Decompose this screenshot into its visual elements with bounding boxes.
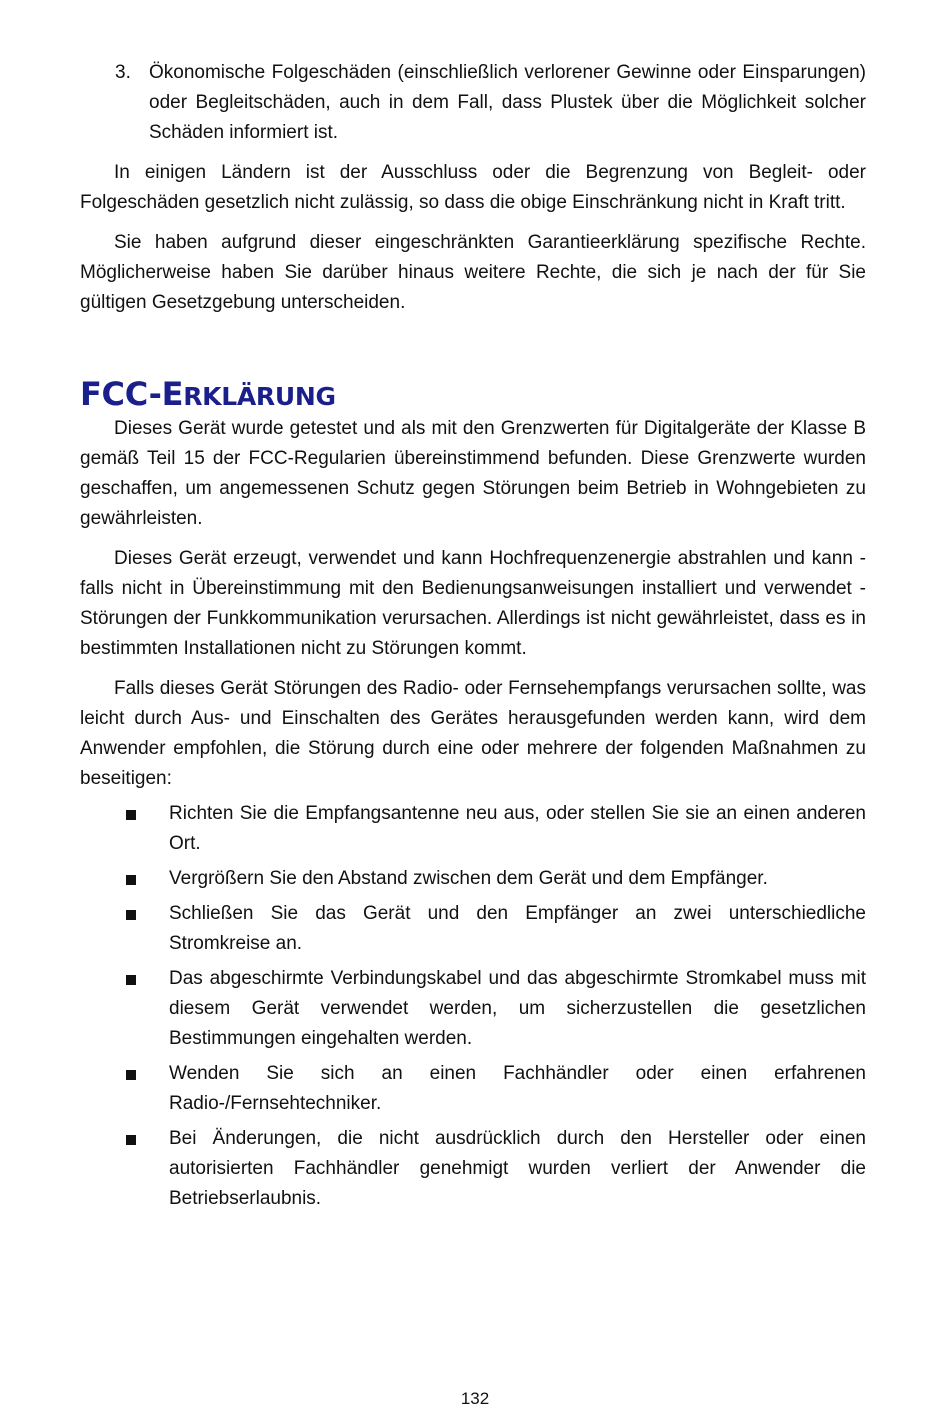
paragraph-exclusion: In einigen Ländern ist der Ausschluss oder die Begrenzung von Begleit- oder Folgeschäden gesetzlich nicht zulässig, so dass die obige Einschränkung nicht in Kraft tritt.	[80, 162, 866, 213]
measures-list	[80, 799, 866, 1214]
paragraph-fcc-tested: Dieses Gerät wurde getestet und als mit den Grenzwerten für Digitalgeräte der Klasse B gemäß Teil 15 der FCC-Regularien übereinstimmend befunden. Diese Grenzwerte wurden geschaffen, um angemessenen Schutz gegen Störungen beim Betrieb in Wohngebieten zu gewährleisten.	[80, 418, 866, 529]
numbered-list-item	[80, 58, 866, 148]
list-item-text: Ökonomische Folgeschäden (einschließlich verlorener Gewinne oder Einsparungen) oder Begleitschäden, auch in dem Fall, dass Plustek über die Möglichkeit solcher Schäden informiert ist.	[149, 62, 866, 143]
heading-part-caps: FCC-E	[80, 375, 184, 413]
square-bullet-icon	[126, 975, 136, 985]
list-item	[80, 964, 866, 1054]
paragraph-fcc-emission: Dieses Gerät erzeugt, verwendet und kann Hochfrequenzenergie abstrahlen und kann - falls nicht in Übereinstimmung mit den Bedienungsanweisungen installiert und verwendet - Störungen der Funkkommunikation verursachen. Allerdings ist nicht gewährleistet, dass es in bestimmten Installationen nicht zu Störungen kommt.	[80, 548, 866, 659]
paragraph-rights: Sie haben aufgrund dieser eingeschränkten Garantieerklärung spezifische Rechte. Möglicherweise haben Sie darüber hinaus weitere Rechte, die sich je nach der für Sie gültigen Gesetzgebung unterscheiden.	[80, 232, 866, 313]
list-item	[80, 1124, 866, 1214]
bullet-text: Wenden Sie sich an einen Fachhändler oder einen erfahrenen Radio-/Fernsehtechniker.	[169, 1063, 866, 1114]
bullet-text: Das abgeschirmte Verbindungskabel und das abgeschirmte Stromkabel muss mit diesem Gerät verwendet werden, um sicherzustellen die gesetzlichen Bestimmungen eingehalten werden.	[169, 968, 866, 1049]
bullet-text: Schließen Sie das Gerät und den Empfänger an zwei unterschiedliche Stromkreise an.	[169, 903, 866, 954]
square-bullet-icon	[126, 910, 136, 920]
list-number: 3.	[115, 62, 131, 83]
list-item	[80, 1059, 866, 1119]
bullet-text: Richten Sie die Empfangsantenne neu aus, oder stellen Sie sie an einen anderen Ort.	[169, 803, 866, 854]
list-item	[80, 899, 866, 959]
square-bullet-icon	[126, 1135, 136, 1145]
page-number: 132	[460, 1389, 490, 1408]
paragraph-fcc-measures: Falls dieses Gerät Störungen des Radio- oder Fernsehempfangs verursachen sollte, was leicht durch Aus- und Einschalten des Gerätes herausgefunden werden kann, wird dem Anwender empfohlen, die Störung durch eine oder mehrere der folgenden Maßnahmen zu beseitigen:	[80, 678, 866, 789]
section-heading-fcc	[80, 374, 866, 414]
heading-part-smallcaps: RKLÄRUNG	[183, 382, 336, 411]
list-item	[80, 799, 866, 859]
square-bullet-icon	[126, 810, 136, 820]
list-item	[80, 864, 866, 894]
document-page	[80, 58, 866, 1219]
bullet-text: Bei Änderungen, die nicht ausdrücklich durch den Hersteller oder einen autorisierten Fachhändler genehmigt wurden verliert der Anwender die Betriebserlaubnis.	[169, 1128, 866, 1209]
square-bullet-icon	[126, 875, 136, 885]
bullet-text: Vergrößern Sie den Abstand zwischen dem Gerät und dem Empfänger.	[169, 868, 768, 889]
square-bullet-icon	[126, 1070, 136, 1080]
